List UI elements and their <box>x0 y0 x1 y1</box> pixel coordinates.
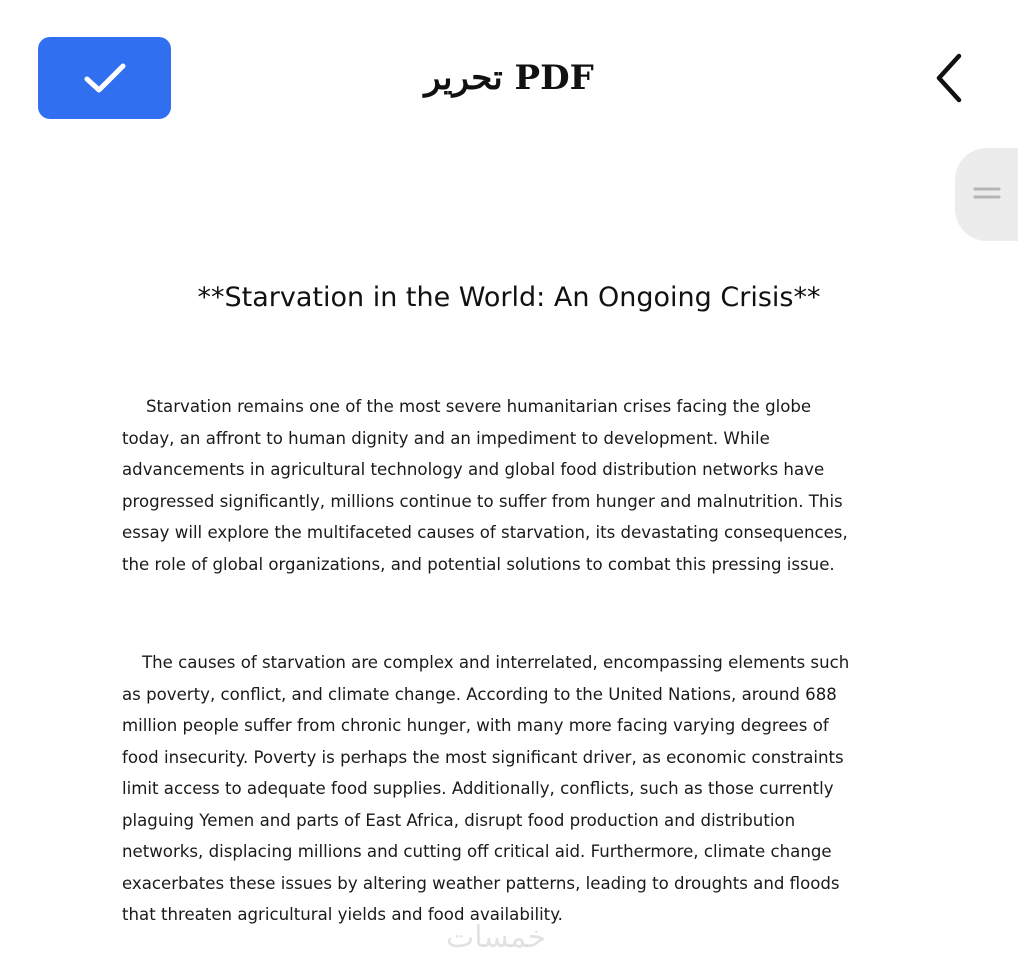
paragraph-line: food insecurity. Poverty is perhaps the most significant driver, as economic constraints <box>122 747 844 767</box>
paragraph-line: million people suffer from chronic hunger, with many more facing varying degrees of <box>122 716 829 735</box>
paragraph-line: networks, displacing millions and cutting off critical aid. Furthermore, climate change <box>122 842 832 861</box>
paragraph-line: The causes of starvation are complex and interrelated, encompassing elements such <box>142 653 850 672</box>
paragraph-line: progressed significantly, millions continue to suffer from hunger and malnutrition. This <box>122 491 843 511</box>
paragraph-line: advancements in agricultural technology and global food distribution networks have <box>122 460 825 479</box>
paragraph-line: exacerbates these issues by altering weather patterns, leading to droughts and floods <box>122 873 840 893</box>
paragraph-line: that threaten agricultural yields and food availability. <box>122 905 563 924</box>
scroll-handle[interactable] <box>955 148 1018 241</box>
document-title: **Starvation in the World: An Ongoing Crisis** <box>197 282 821 313</box>
back-button[interactable] <box>924 50 974 110</box>
app-title: تحرير PDF <box>424 58 594 98</box>
paragraph-line: Starvation remains one of the most severe humanitarian crises facing the globe <box>146 397 812 416</box>
paragraph-line: today, an affront to human dignity and an impediment to development. While <box>122 428 770 448</box>
paragraph-line: plaguing Yemen and parts of East Africa, disrupt food production and distribution <box>122 810 796 830</box>
document-paragraph-1 <box>122 391 922 580</box>
chevron-left-icon <box>933 52 965 108</box>
drag-handle-icon <box>972 184 1002 206</box>
document-paragraph-2 <box>122 647 922 931</box>
paragraph-line: the role of global organizations, and potential solutions to combat this pressing issue. <box>122 554 835 574</box>
paragraph-line: essay will explore the multifaceted causes of starvation, its devastating consequences, <box>122 523 848 542</box>
watermark: خمسات <box>446 920 547 955</box>
paragraph-line: as poverty, conflict, and climate change. According to the United Nations, around 688 <box>122 684 837 704</box>
paragraph-line: limit access to adequate food supplies. Additionally, conflicts, such as those currently <box>122 779 834 798</box>
